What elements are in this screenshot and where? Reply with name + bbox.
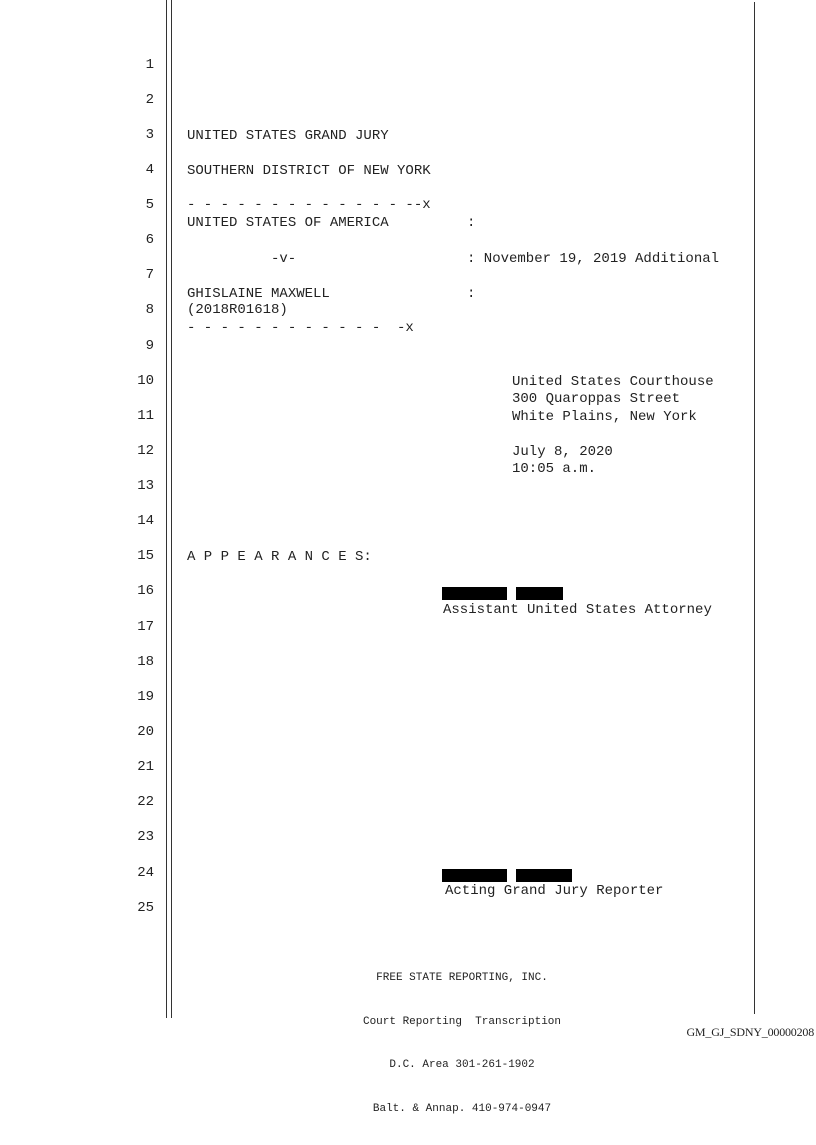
footer-phone-dc: D.C. Area 301-261-1902 xyxy=(389,1059,535,1071)
courthouse-street: 300 Quaroppas Street xyxy=(512,391,681,407)
line-number: 15 xyxy=(137,548,154,564)
caption-colon: : xyxy=(467,215,476,231)
redaction-bar xyxy=(516,869,572,882)
line-number: 4 xyxy=(145,162,154,178)
line-number: 17 xyxy=(137,619,154,635)
line-number: 23 xyxy=(137,829,154,845)
caption-colon: : xyxy=(467,286,476,302)
line-number: 10 xyxy=(137,373,154,389)
case-number: (2018R01618) xyxy=(187,302,288,318)
versus-label: -v- xyxy=(271,251,297,267)
footer-services: Court Reporting Transcription xyxy=(362,1015,562,1028)
footer-company: FREE STATE REPORTING, INC. xyxy=(376,972,548,984)
caption-divider-bottom: - - - - - - - - - - - - -x xyxy=(187,320,414,336)
redaction-bar xyxy=(516,587,563,600)
reporter-title: Acting Grand Jury Reporter xyxy=(445,883,664,899)
caption-divider-top: - - - - - - - - - - - - - --x xyxy=(187,197,431,213)
court-name: UNITED STATES GRAND JURY xyxy=(187,128,389,144)
attorney-title: Assistant United States Attorney xyxy=(443,602,712,618)
courthouse-city: White Plains, New York xyxy=(512,409,697,425)
line-number: 3 xyxy=(145,127,154,143)
defendant-name: GHISLAINE MAXWELL xyxy=(187,286,330,302)
line-number: 20 xyxy=(137,724,154,740)
line-number: 7 xyxy=(145,267,154,283)
hearing-time: 10:05 a.m. xyxy=(512,461,597,477)
line-number: 21 xyxy=(137,759,154,775)
line-number: 5 xyxy=(145,197,154,213)
line-number: 8 xyxy=(145,302,154,318)
line-number: 6 xyxy=(145,232,154,248)
line-number: 24 xyxy=(137,865,154,881)
appearances-heading: A P P E A R A N C E S: xyxy=(187,549,372,565)
line-number: 22 xyxy=(137,794,154,810)
proceeding-date: : November 19, 2019 Additional xyxy=(467,251,720,267)
plaintiff-name: UNITED STATES OF AMERICA xyxy=(187,215,389,231)
line-number: 2 xyxy=(145,92,154,108)
redaction-bar xyxy=(442,587,507,600)
hearing-date: July 8, 2020 xyxy=(512,444,613,460)
right-margin-rule xyxy=(754,2,755,1014)
bates-number: GM_GJ_SDNY_00000208 xyxy=(686,1025,814,1039)
left-margin-rule-inner xyxy=(171,0,172,1018)
courthouse-name: United States Courthouse xyxy=(512,374,714,390)
line-number: 13 xyxy=(137,478,154,494)
footer-phone-balt: Balt. & Annap. 410-974-0947 xyxy=(372,1102,552,1115)
line-number: 12 xyxy=(137,443,154,459)
reporting-company-footer xyxy=(300,942,624,1145)
line-number: 1 xyxy=(145,57,154,73)
court-district: SOUTHERN DISTRICT OF NEW YORK xyxy=(187,163,431,179)
line-number: 16 xyxy=(137,583,154,599)
line-number: 25 xyxy=(137,900,154,916)
line-number: 11 xyxy=(137,408,154,424)
line-number: 9 xyxy=(145,338,154,354)
redaction-bar xyxy=(442,869,507,882)
line-number: 18 xyxy=(137,654,154,670)
left-margin-rule xyxy=(166,0,167,1018)
line-number: 19 xyxy=(137,689,154,705)
line-number: 14 xyxy=(137,513,154,529)
